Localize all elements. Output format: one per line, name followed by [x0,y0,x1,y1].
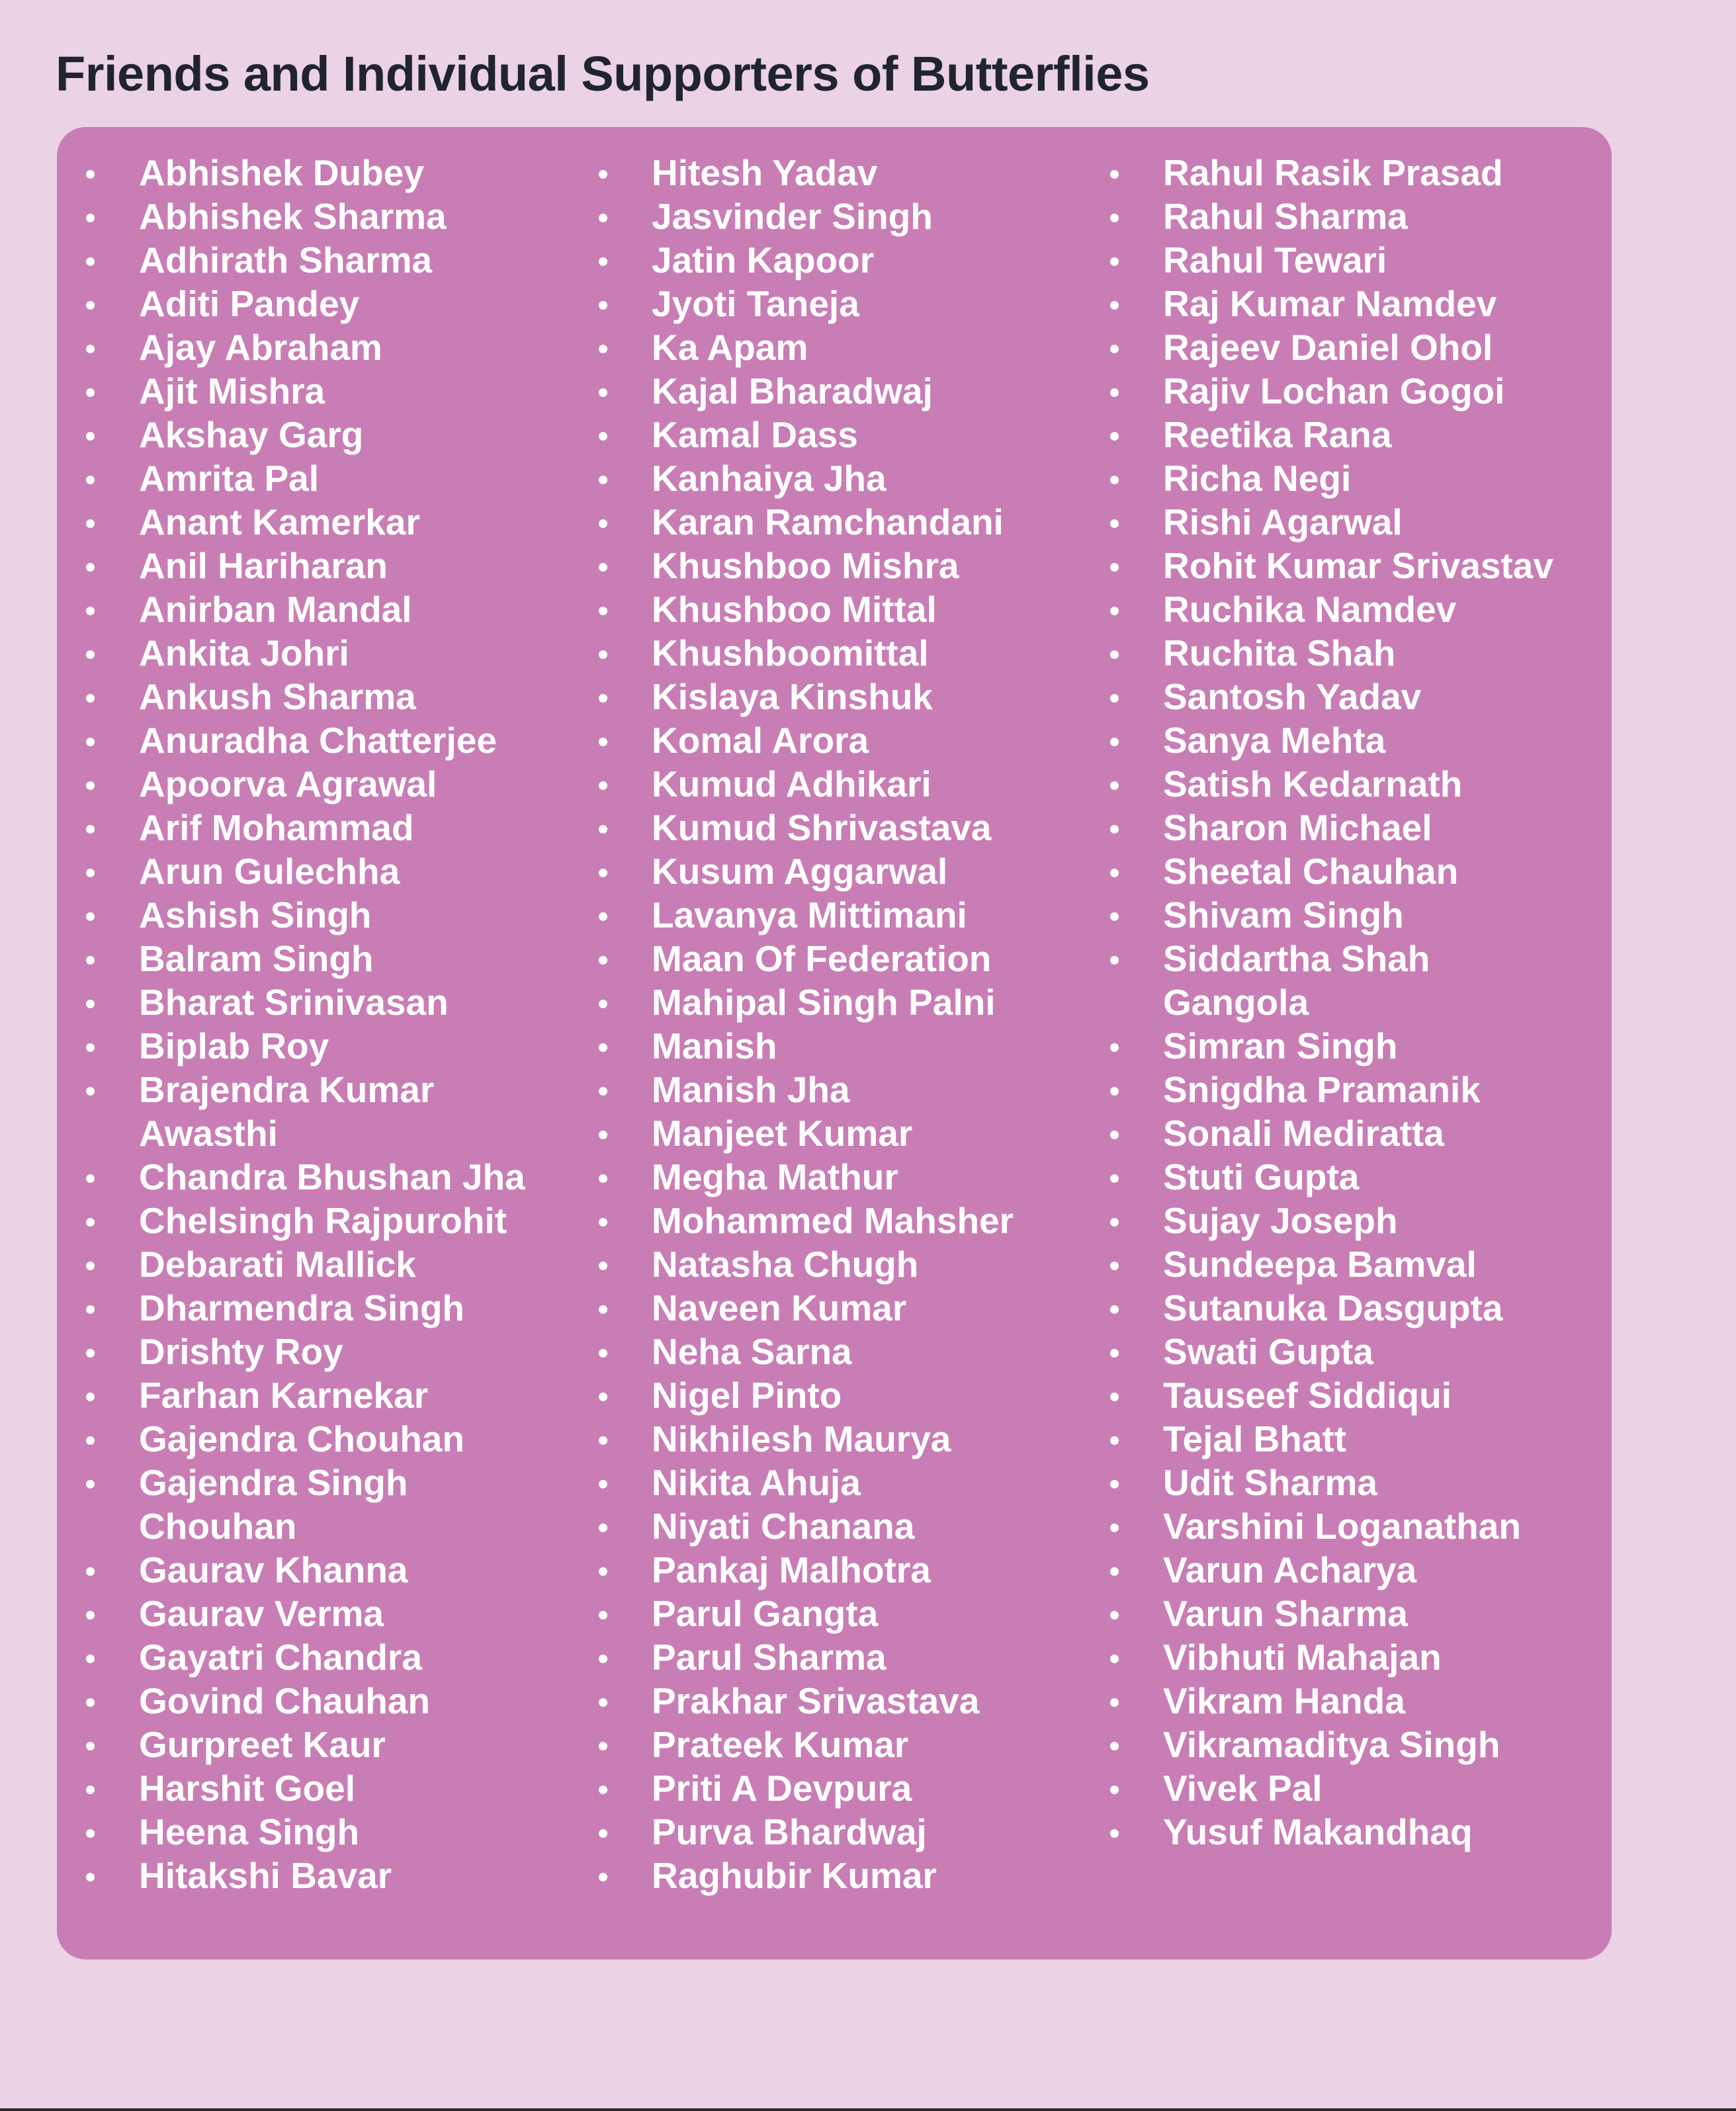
supporter-name: Vivek Pal [1081,1766,1557,1810]
supporter-name: Simran Singh [1081,1024,1557,1068]
supporter-name: Harshit Goel [57,1766,533,1810]
supporter-name: Rishi Agarwal [1081,500,1557,544]
supporter-name: Sutanuka Dasgupta [1081,1286,1557,1330]
supporter-name: Kislaya Kinshuk [570,675,1046,718]
supporter-name: Rajiv Lochan Gogoi [1081,369,1557,413]
supporter-name: Jasvinder Singh [570,194,1046,238]
supporter-name: Varun Acharya [1081,1548,1557,1592]
supporter-name: Farhan Karnekar [57,1373,533,1417]
supporter-name: Prateek Kumar [570,1723,1046,1766]
supporter-name: Ankita Johri [57,631,533,675]
supporter-name: Richa Negi [1081,456,1557,500]
supporter-name: Debarati Mallick [57,1242,533,1286]
supporter-name: Vikramaditya Singh [1081,1723,1557,1766]
supporter-name: Hitakshi Bavar [57,1854,533,1897]
page-title: Friends and Individual Supporters of Butterflies [56,46,1150,101]
supporters-column-1 [57,151,533,1897]
supporter-name: Lavanya Mittimani [570,893,1046,937]
supporter-name: Anant Kamerkar [57,500,533,544]
supporter-name: Brajendra Kumar Awasthi [57,1068,533,1155]
supporter-name: Jyoti Taneja [570,282,1046,325]
supporter-name: Raj Kumar Namdev [1081,282,1557,325]
supporter-name: Bharat Srinivasan [57,980,533,1024]
supporter-name: Ashish Singh [57,893,533,937]
supporter-name: Reetika Rana [1081,413,1557,456]
supporter-name: Pankaj Malhotra [570,1548,1046,1592]
supporter-name: Rahul Tewari [1081,238,1557,282]
supporter-name: Aditi Pandey [57,282,533,325]
supporter-name: Kajal Bharadwaj [570,369,1046,413]
supporter-name: Santosh Yadav [1081,675,1557,718]
supporters-card [57,127,1612,1960]
supporter-name: Swati Gupta [1081,1330,1557,1373]
supporter-name: Kanhaiya Jha [570,456,1046,500]
supporter-name: Udit Sharma [1081,1461,1557,1504]
supporter-name: Parul Sharma [570,1635,1046,1679]
supporter-name: Abhishek Sharma [57,194,533,238]
supporter-name: Khushboomittal [570,631,1046,675]
supporter-name: Yusuf Makandhaq [1081,1810,1557,1854]
supporter-name: Tejal Bhatt [1081,1417,1557,1461]
supporter-name: Anirban Mandal [57,587,533,631]
supporter-name: Sundeepa Bamval [1081,1242,1557,1286]
supporter-name: Snigdha Pramanik [1081,1068,1557,1111]
supporter-name: Kumud Shrivastava [570,806,1046,849]
supporter-name: Varun Sharma [1081,1592,1557,1635]
supporter-name: Sharon Michael [1081,806,1557,849]
supporter-name: Vibhuti Mahajan [1081,1635,1557,1679]
supporter-name: Chelsingh Rajpurohit [57,1199,533,1242]
supporter-name: Gajendra Chouhan [57,1417,533,1461]
supporter-name: Sujay Joseph [1081,1199,1557,1242]
supporter-name: Ka Apam [570,325,1046,369]
supporter-name: Natasha Chugh [570,1242,1046,1286]
supporter-name: Manjeet Kumar [570,1111,1046,1155]
supporter-name: Amrita Pal [57,456,533,500]
supporter-name: Gajendra Singh Chouhan [57,1461,533,1548]
supporter-name: Nikhilesh Maurya [570,1417,1046,1461]
supporter-name: Mohammed Mahsher [570,1199,1046,1242]
supporter-name: Rohit Kumar Srivastav [1081,544,1557,587]
supporter-name: Tauseef Siddiqui [1081,1373,1557,1417]
supporter-name: Adhirath Sharma [57,238,533,282]
supporter-name: Megha Mathur [570,1155,1046,1199]
supporter-name: Naveen Kumar [570,1286,1046,1330]
supporter-name: Anil Hariharan [57,544,533,587]
supporter-name: Nigel Pinto [570,1373,1046,1417]
supporter-name: Priti A Devpura [570,1766,1046,1810]
supporter-name: Sonali Mediratta [1081,1111,1557,1155]
supporter-name: Nikita Ahuja [570,1461,1046,1504]
supporter-name: Gaurav Verma [57,1592,533,1635]
supporter-name: Manish Jha [570,1068,1046,1111]
supporter-name: Akshay Garg [57,413,533,456]
supporter-name: Niyati Chanana [570,1504,1046,1548]
supporter-name: Kumud Adhikari [570,762,1046,806]
supporter-name: Balram Singh [57,937,533,980]
supporter-name: Sanya Mehta [1081,718,1557,762]
supporter-name: Karan Ramchandani [570,500,1046,544]
supporter-name: Dharmendra Singh [57,1286,533,1330]
supporter-name: Khushboo Mishra [570,544,1046,587]
supporter-name: Vikram Handa [1081,1679,1557,1723]
supporter-name: Purva Bhardwaj [570,1810,1046,1854]
supporter-name: Prakhar Srivastava [570,1679,1046,1723]
supporter-name: Arun Gulechha [57,849,533,893]
supporter-name: Stuti Gupta [1081,1155,1557,1199]
bottom-divider [0,2108,1736,2111]
supporter-name: Ruchita Shah [1081,631,1557,675]
supporter-name: Chandra Bhushan Jha [57,1155,533,1199]
supporter-name: Ruchika Namdev [1081,587,1557,631]
supporter-name: Shivam Singh [1081,893,1557,937]
supporter-name: Neha Sarna [570,1330,1046,1373]
supporter-name: Apoorva Agrawal [57,762,533,806]
supporter-name: Sheetal Chauhan [1081,849,1557,893]
supporter-name: Arif Mohammad [57,806,533,849]
supporter-name: Ajay Abraham [57,325,533,369]
supporter-name: Mahipal Singh Palni [570,980,1046,1024]
supporter-name: Parul Gangta [570,1592,1046,1635]
supporter-name: Govind Chauhan [57,1679,533,1723]
supporter-name: Varshini Loganathan [1081,1504,1557,1548]
supporter-name: Gayatri Chandra [57,1635,533,1679]
supporter-name: Gaurav Khanna [57,1548,533,1592]
supporter-name: Heena Singh [57,1810,533,1854]
supporter-name: Raghubir Kumar [570,1854,1046,1897]
supporter-name: Kusum Aggarwal [570,849,1046,893]
supporters-column-2 [570,151,1046,1897]
supporter-name: Gurpreet Kaur [57,1723,533,1766]
supporter-name: Satish Kedarnath [1081,762,1557,806]
supporter-name: Komal Arora [570,718,1046,762]
supporter-name: Rahul Rasik Prasad [1081,151,1557,194]
supporter-name: Kamal Dass [570,413,1046,456]
supporter-name: Ajit Mishra [57,369,533,413]
supporter-name: Manish [570,1024,1046,1068]
supporter-name: Biplab Roy [57,1024,533,1068]
supporter-name: Jatin Kapoor [570,238,1046,282]
supporter-name: Rahul Sharma [1081,194,1557,238]
supporter-name: Maan Of Federation [570,937,1046,980]
supporter-name: Rajeev Daniel Ohol [1081,325,1557,369]
supporter-name: Khushboo Mittal [570,587,1046,631]
supporter-name: Abhishek Dubey [57,151,533,194]
supporter-name: Drishty Roy [57,1330,533,1373]
supporter-name: Siddartha Shah Gangola [1081,937,1557,1024]
supporter-name: Hitesh Yadav [570,151,1046,194]
supporter-name: Anuradha Chatterjee [57,718,533,762]
supporter-name: Ankush Sharma [57,675,533,718]
supporters-column-3 [1081,151,1557,1854]
